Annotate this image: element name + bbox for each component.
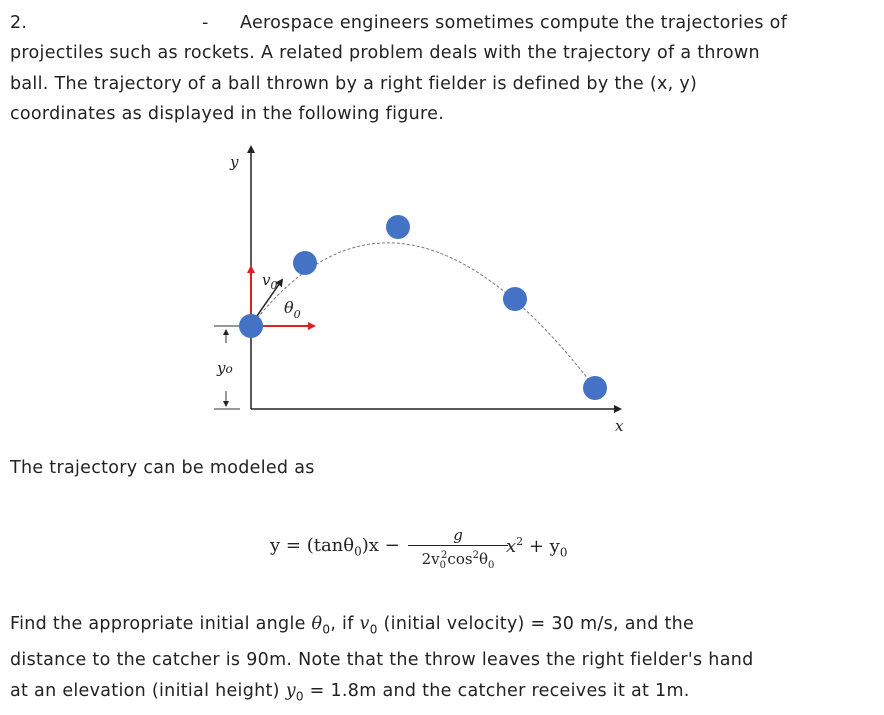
angle-label: $\theta_0$ (284, 298, 301, 321)
dash-mark: - (202, 13, 209, 33)
fraction-bar (408, 545, 508, 546)
formula-denominator: $2v_0^2\cos^2\theta_0$ (421, 550, 495, 571)
ball-end (583, 376, 607, 400)
question-line-1: Find the appropriate initial angle $\theta_0$, if $v_0$ (initial velocity) = 30 m/s, and the (10, 614, 695, 637)
model-text: The trajectory can be modeled as (10, 458, 315, 478)
intro-line-4: coordinates as displayed in the following figure. (10, 104, 445, 124)
formula-numerator: g (453, 526, 463, 544)
ball-rising (293, 251, 317, 275)
problem-number: 2. (10, 13, 28, 33)
y-axis-label: y (230, 153, 239, 171)
intro-line-1 (10, 8, 830, 38)
formula-fraction (408, 526, 508, 575)
question-line-2: distance to the catcher is 90m. Note that the throw leaves the right fielder's hand (10, 650, 754, 670)
ball-peak (386, 215, 410, 239)
intro-text-1: Aerospace engineers sometimes compute the trajectories of (240, 13, 788, 33)
trajectory-figure (200, 143, 640, 443)
question-text (10, 609, 830, 712)
ball-falling (503, 287, 527, 311)
problem-intro (10, 8, 830, 130)
question-line-3: at an elevation (initial height) $y_0 = 1.8m$ and the catcher receives it at 1m. (10, 680, 690, 703)
velocity-label: $v_0$ (262, 271, 278, 292)
ball-start (239, 314, 263, 338)
x-axis-label: x (615, 417, 624, 435)
formula-rhs: $x^2 + y_0$ (506, 535, 568, 560)
height-label: yo (217, 359, 233, 377)
trajectory-formula (270, 520, 600, 580)
intro-line-3: ball. The trajectory of a ball thrown by a right fielder is defined by the (x, y) (10, 73, 698, 94)
formula-lhs: y = (tanθ$_0$)x − (270, 535, 400, 559)
intro-line-2: projectiles such as rockets. A related problem deals with the trajectory of a thrown (10, 43, 760, 63)
